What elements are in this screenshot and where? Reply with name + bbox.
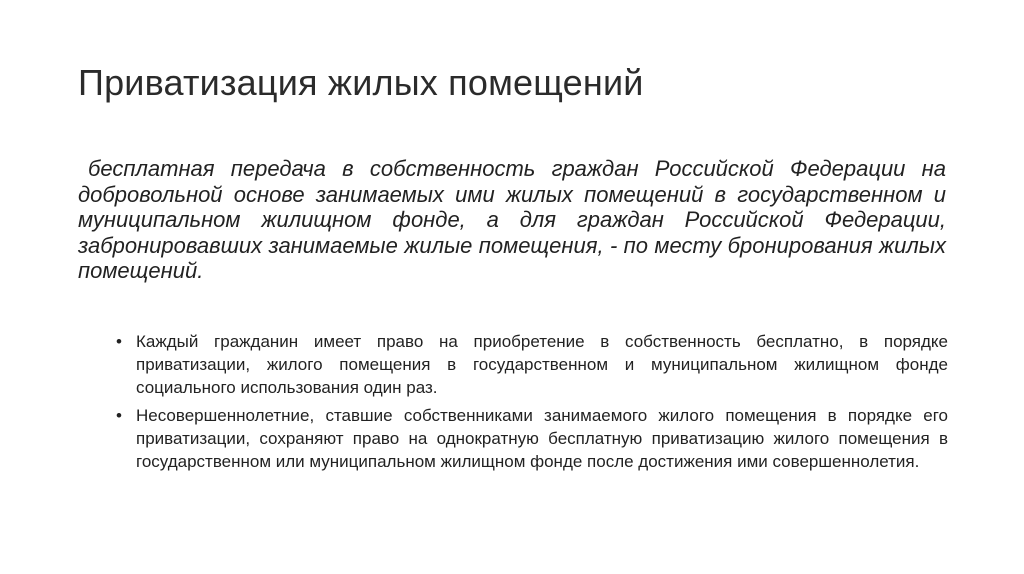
bullet-marker: •	[116, 406, 122, 426]
bullet-text: Несовершеннолетние, ставшие собственниками занимаемого жилого помещения в порядке его приватизации, сохраняют право на однократную бесплатную приватизацию жилого помещения в государственном или муниципальном жилищном фонде после достижения ими совершеннолетия.	[136, 406, 948, 471]
bullet-item	[116, 331, 948, 399]
bullet-list	[116, 331, 948, 480]
bullet-item	[116, 405, 948, 473]
definition-text: бесплатная передача в собственность граждан Российской Федерации на добровольной основе занимаемых ими жилых помещений в государственном и муниципальном жилищном фонде, а для граждан Российской Федерации, забронировавших занимаемые жилые помещения, - по месту бронирования жилых помещений.	[78, 156, 946, 283]
bullet-text: Каждый гражданин имеет право на приобретение в собственность бесплатно, в порядке приватизации, жилого помещения в государственном и муниципальном жилищном фонде социального использования один раз.	[136, 332, 948, 397]
bullet-marker: •	[116, 332, 122, 351]
slide-title: Приватизация жилых помещений	[78, 62, 644, 103]
